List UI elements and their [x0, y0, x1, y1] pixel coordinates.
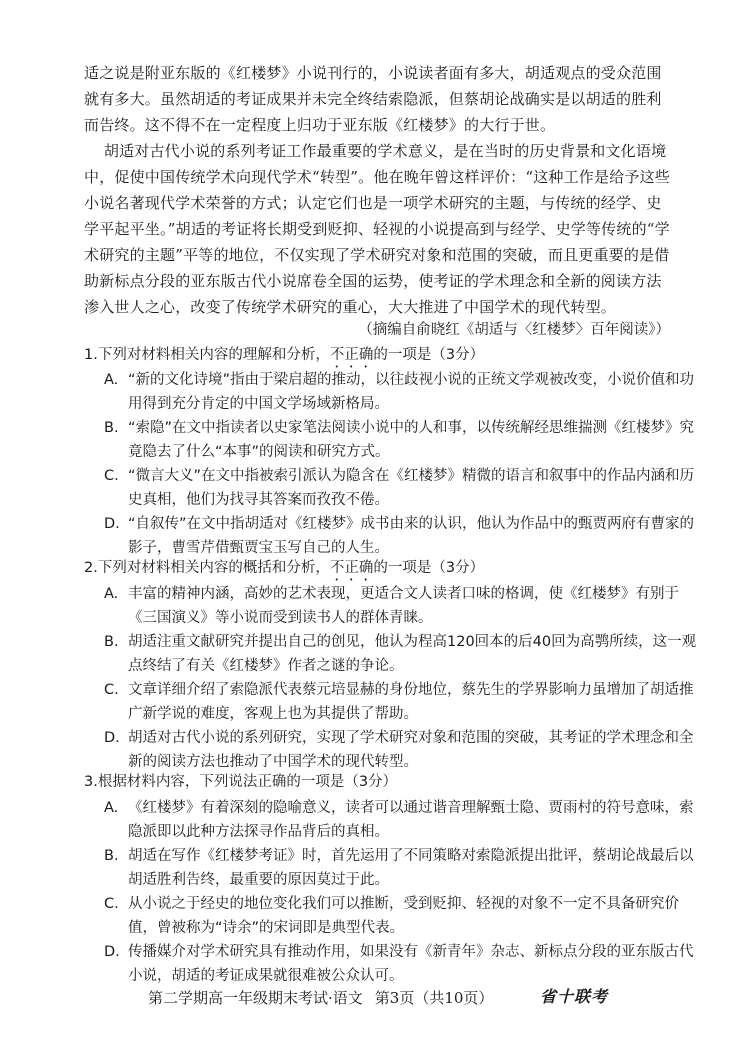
- question-3-option-c: C. 从小说之于经史的地位变化我们可以推断，受到贬抑、轻视的对象不一定不具备研究价值，曾被称为“诗余”的宋词即是典型代表。: [104, 896, 679, 936]
- question-1-option-d: D. “自叙传”在文中指胡适对《红楼梦》成书由来的认识，他认为作品中的甄贾两府有曹家的影子，曹雪芹借甄贾宝玉写自己的人生。: [104, 516, 695, 556]
- negation-emphasis: 不正确: [329, 347, 374, 363]
- question-2-option-d: D. 胡适对古代小说的系列研究，实现了学术研究对象和范围的突破，其考证的学术理念和全新的阅读方法也推动了中国学术的现代转型。: [104, 730, 694, 770]
- question-1-option-c: C. “微言大义”在文中指被索引派认为隐含在《红楼梦》精微的语言和叙事中的作品内涵和历史真相，他们为找寻其答案而孜孜不倦。: [104, 468, 695, 508]
- question-1-stem: 1.下列对材料相关内容的理解和分析，不正确的一项是（3分）: [84, 347, 485, 363]
- question-3-option-a: A. 《红楼梦》有着深刻的隐喻意义，读者可以通过谐音理解甄士隐、贾雨村的符号意味，索隐派即以此种方法探寻作品背后的真相。: [104, 800, 694, 840]
- exam-title: 第二学期高一年级期末考试·语文: [148, 989, 363, 1007]
- question-2-stem: 2.下列对材料相关内容的概括和分析，不正确的一项是（3分）: [84, 560, 485, 576]
- question-3-stem: 3.根据材料内容，下列说法正确的一项是（3分）: [84, 774, 398, 790]
- passage-paragraph-1: 适之说是附亚东版的《红楼梦》小说刊行的，小说读者面有多大，胡适观点的受众范围就有多大。虽然胡适的考证成果并未完全终结索隐派，但蔡胡论战确实是以胡适的胜利而告终。这不得不在一定程度上归功于亚东版《红楼梦》的大行于世。: [84, 64, 662, 134]
- passage-paragraph-2: 胡适对古代小说的系列考证工作最重要的学术意义，是在当时的历史背景和文化语境中，促使中国传统学术向现代学术“转型”。他在晚年曾这样评价：“这种工作是给予这些小说名著现代学术荣誉的方式；认定它们也是一项学术研究的主题，与传统的经学、史学平起平坐。”胡适的考证将长期受到贬抑、轻视的小说提高到与经学、史学等传统的“学术研究的主题”平等的地位，不仅实现了学术研究对象和范围的突破，而且更重要的是借助新标点分段的亚东版古代小说席卷全国的运势，使考证的学术理念和全新的阅读方法渗入世人之心，改变了传统学术研究的重心，大大推进了中国学术的现代转型。: [84, 142, 671, 316]
- question-2-option-b: B. 胡适注重文献研究并提出自己的创见，他认为程高120回本的后40回为高鹗所续，这一观点终结了有关《红楼梦》作者之谜的争论。: [104, 634, 697, 674]
- page-footer: [148, 986, 493, 1010]
- question-1-option-a: A. “新的文化诗境”指由于梁启超的推动，以往歧视小说的正统文学观被改变，小说价值和功用得到充分肯定的中国文学场域新格局。: [104, 372, 695, 412]
- passage-source: （摘编自俞晓红《胡适与〈红楼梦〉百年阅读》）: [358, 322, 670, 338]
- question-2-option-a: A. 丰富的精神内涵，高妙的艺术表现，更适合文人读者口味的格调，使《红楼梦》有别于《三国演义》等小说而受到读书人的群体青睐。: [104, 586, 679, 626]
- question-3-option-d: D. 传播媒介对学术研究具有推动作用，如果没有《新青年》杂志、新标点分段的亚东版古代小说，胡适的考证成果就很难被公众认可。: [104, 944, 694, 984]
- negation-emphasis: 不正确: [329, 560, 374, 576]
- page-number: 第3页（共10页）: [374, 989, 494, 1007]
- question-3-option-b: B. 胡适在写作《红楼梦考证》时，首先运用了不同策略对索隐派提出批评，蔡胡论战最后以胡适胜利告终，最重要的原因莫过于此。: [104, 848, 694, 888]
- exam-union-stamp: 省十联考: [540, 987, 609, 1006]
- question-1-option-b: B. “索隐”在文中指读者以史家笔法阅读小说中的人和事，以传统解经思维揣测《红楼梦》究竟隐去了什么“本事”的阅读和研究方式。: [104, 420, 695, 460]
- question-2-option-c: C. 文章详细介绍了索隐派代表蔡元培显赫的身份地位，蔡先生的学界影响力虽增加了胡适推广新学说的难度，客观上也为其提供了帮助。: [104, 682, 694, 722]
